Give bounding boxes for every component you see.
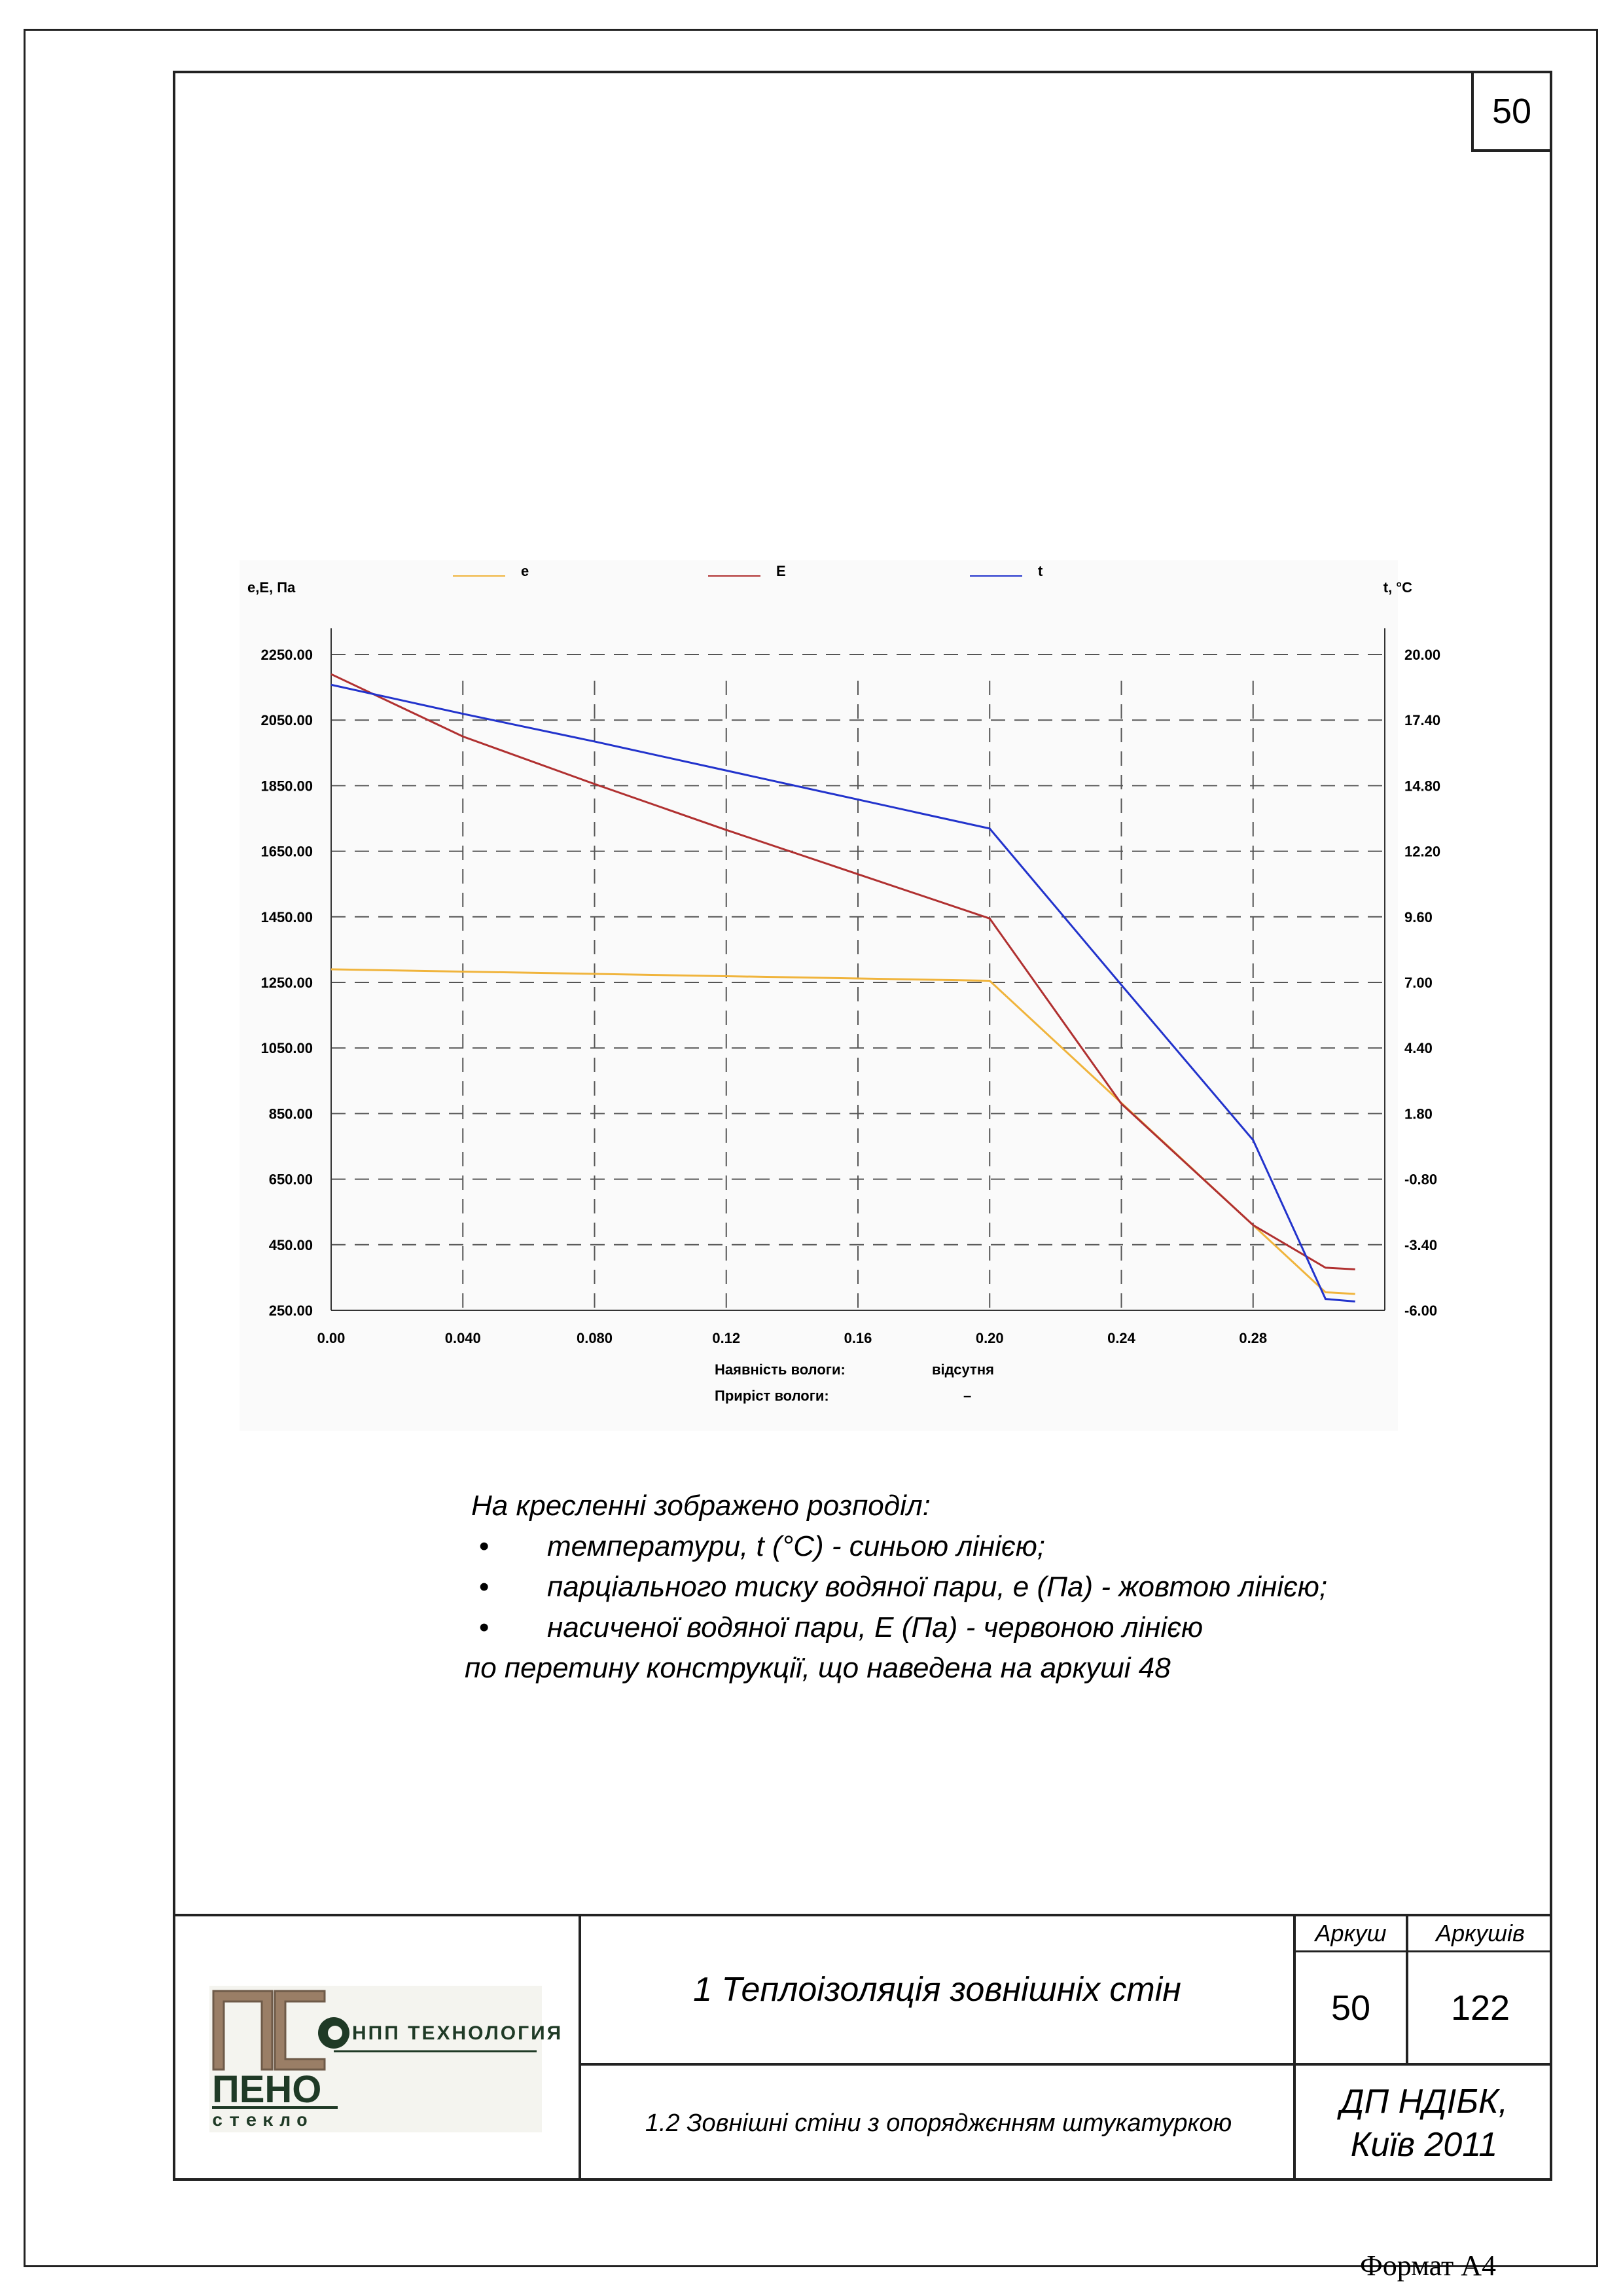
bullet-icon: • <box>479 1611 490 1643</box>
sheet-label: Аркуш <box>1315 1920 1387 1946</box>
caption-outro: по перетину конструкції, що наведена на аркуші 48 <box>465 1652 1171 1684</box>
caption-item-temperature: • температури, t (°C) - синьою лінією; <box>471 1526 1486 1567</box>
moisture-growth-value: – <box>963 1388 972 1404</box>
moisture-growth-label: Приріст вологи: <box>715 1388 829 1404</box>
y-left-axis-title: e,E, Па <box>247 579 296 596</box>
bullet-icon: • <box>479 1571 490 1603</box>
y-right-tick-label: 20.00 <box>1404 647 1441 663</box>
city-year: Київ 2011 <box>1350 2126 1498 2164</box>
x-tick-label: 0.20 <box>975 1330 1004 1346</box>
logo-top-text: НПП ТЕХНОЛОГИЯ <box>352 2022 563 2044</box>
sheet-value: 50 <box>1330 1988 1371 2028</box>
organization-name: ДП НДІБК, <box>1340 2083 1508 2121</box>
sheets-label: Аркушів <box>1436 1920 1525 1946</box>
format-label: Формат А4 <box>1360 2250 1497 2282</box>
y-left-tick-label: 1450.00 <box>260 908 313 925</box>
y-left-tick-label: 1250.00 <box>260 975 313 991</box>
y-left-tick-label: 1650.00 <box>260 843 313 860</box>
x-tick-label: 0.00 <box>317 1330 346 1346</box>
caption-item-partial-pressure: • парціального тиску водяної пари, e (Па) - жовтою лінією; <box>471 1567 1486 1607</box>
y-right-tick-label: 12.20 <box>1404 843 1441 860</box>
sheet-subtitle: 1.2 Зовнішні стіни з опоряджєнням штукатуркою <box>645 2109 1232 2137</box>
y-left-tick-label: 1850.00 <box>260 778 313 795</box>
title-block-divider <box>1293 1950 1552 1952</box>
y-left-tick-label: 850.00 <box>268 1105 313 1122</box>
moisture-presence-value: відсутня <box>932 1361 994 1378</box>
chart-svg <box>240 560 1441 1431</box>
y-right-axis-title: t, °C <box>1383 579 1412 596</box>
y-right-tick-label: -3.40 <box>1404 1236 1438 1253</box>
x-tick-label: 0.080 <box>576 1330 613 1346</box>
legend-label-e: e <box>521 563 529 579</box>
sheets-value: 122 <box>1450 1988 1510 2028</box>
y-right-tick-label: -6.00 <box>1404 1302 1438 1319</box>
y-right-tick-label: 4.40 <box>1404 1040 1433 1057</box>
x-tick-label: 0.24 <box>1107 1330 1135 1346</box>
y-left-tick-label: 2050.00 <box>260 712 313 729</box>
y-right-tick-label: 7.00 <box>1404 975 1433 991</box>
legend-label-E: E <box>776 563 786 579</box>
logo-brand-sub: стекло <box>212 2111 313 2132</box>
y-left-tick-label: 2250.00 <box>260 647 313 663</box>
chart-background <box>240 560 1398 1431</box>
chart-area <box>240 560 1441 1431</box>
page-number: 50 <box>1471 71 1552 152</box>
organization-block <box>1296 2066 1552 2181</box>
legend-label-t: t <box>1038 563 1043 579</box>
y-right-tick-label: 9.60 <box>1404 908 1433 925</box>
y-right-tick-label: -0.80 <box>1404 1171 1438 1188</box>
bullet-icon: • <box>479 1530 490 1562</box>
company-logo <box>209 1986 563 2132</box>
x-tick-label: 0.16 <box>844 1330 872 1346</box>
y-right-tick-label: 14.80 <box>1404 778 1441 795</box>
x-tick-label: 0.12 <box>712 1330 741 1346</box>
caption-intro: На кресленні зображено розподіл: <box>471 1490 931 1522</box>
y-left-tick-label: 1050.00 <box>260 1040 313 1057</box>
logo-graphic <box>209 1986 563 2132</box>
y-left-tick-label: 450.00 <box>268 1236 313 1253</box>
y-left-tick-label: 650.00 <box>268 1171 313 1188</box>
caption-item-saturated-pressure: • насиченої водяної пари, E (Па) - червоною лінією <box>471 1607 1486 1648</box>
moisture-presence-label: Наявність вологи: <box>715 1361 846 1378</box>
sheet-title: 1 Теплоізоляція зовнішніх стін <box>693 1971 1181 2009</box>
x-tick-label: 0.28 <box>1239 1330 1268 1346</box>
x-tick-label: 0.040 <box>444 1330 481 1346</box>
chart-caption <box>465 1486 1486 1689</box>
y-left-tick-label: 250.00 <box>268 1302 313 1319</box>
logo-brand: ПЕНО <box>212 2068 322 2111</box>
y-right-tick-label: 17.40 <box>1404 712 1441 729</box>
y-right-tick-label: 1.80 <box>1404 1105 1433 1122</box>
